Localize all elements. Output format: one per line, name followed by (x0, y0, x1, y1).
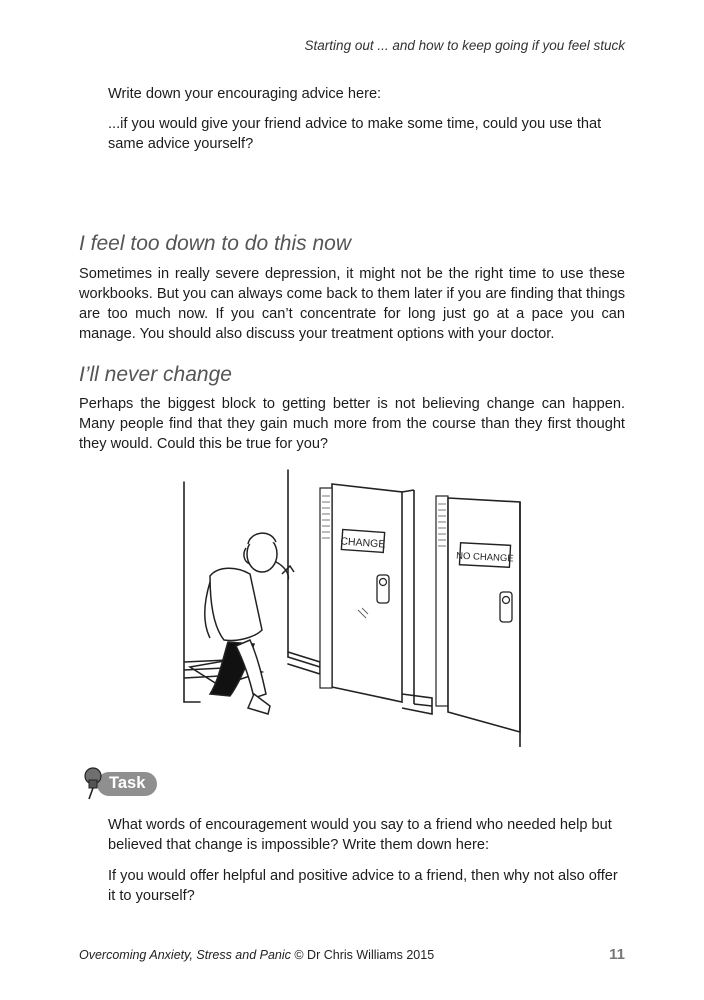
task-badge (79, 766, 159, 802)
section-heading-never-change: I’ll never change (79, 363, 232, 386)
page-number: 11 (609, 946, 625, 963)
running-header: Starting out ... and how to keep going if you feel stuck (304, 38, 625, 53)
door-no-change (436, 496, 520, 747)
door-change-sign: CHANGE (340, 535, 386, 551)
pushpin-icon (79, 766, 109, 802)
footer-credit (79, 948, 434, 962)
section-body-never-change: Perhaps the biggest block to getting better is not believing change can happen. Many people find that they gain much more from the course than they first thought they would. Could this be true for you? (79, 396, 625, 452)
book-title: Overcoming Anxiety, Stress and Panic (79, 948, 291, 962)
copyright-notice: © Dr Chris Williams 2015 (290, 948, 435, 962)
section-body-too-down: Sometimes in really severe depression, it might not be the right time to use these workbooks. But you can always come back to them later if you are finding that things are too much now. If you can’t concentrate for long just go at a pace you can manage. You should also discuss your treatment options with your doctor. (79, 266, 625, 342)
door-no-change-sign: NO CHANGE (455, 550, 514, 565)
task-question-2: If you would offer helpful and positive advice to a friend, then why not also offer it to yourself? (108, 868, 618, 904)
hesitant-person-figure (184, 533, 294, 714)
intro-line-1: Write down your encouraging advice here: (108, 86, 382, 102)
task-label: Task (109, 774, 146, 792)
door-change (320, 484, 414, 704)
task-question-1: What words of encouragement would you say to a friend who needed help but believed that change is impossible? Write them down here: (108, 817, 612, 853)
doors-illustration (170, 462, 540, 752)
section-heading-too-down: I feel too down to do this now (79, 232, 352, 255)
intro-line-2: ...if you would give your friend advice to make some time, could you use that same advice yourself? (108, 116, 602, 152)
